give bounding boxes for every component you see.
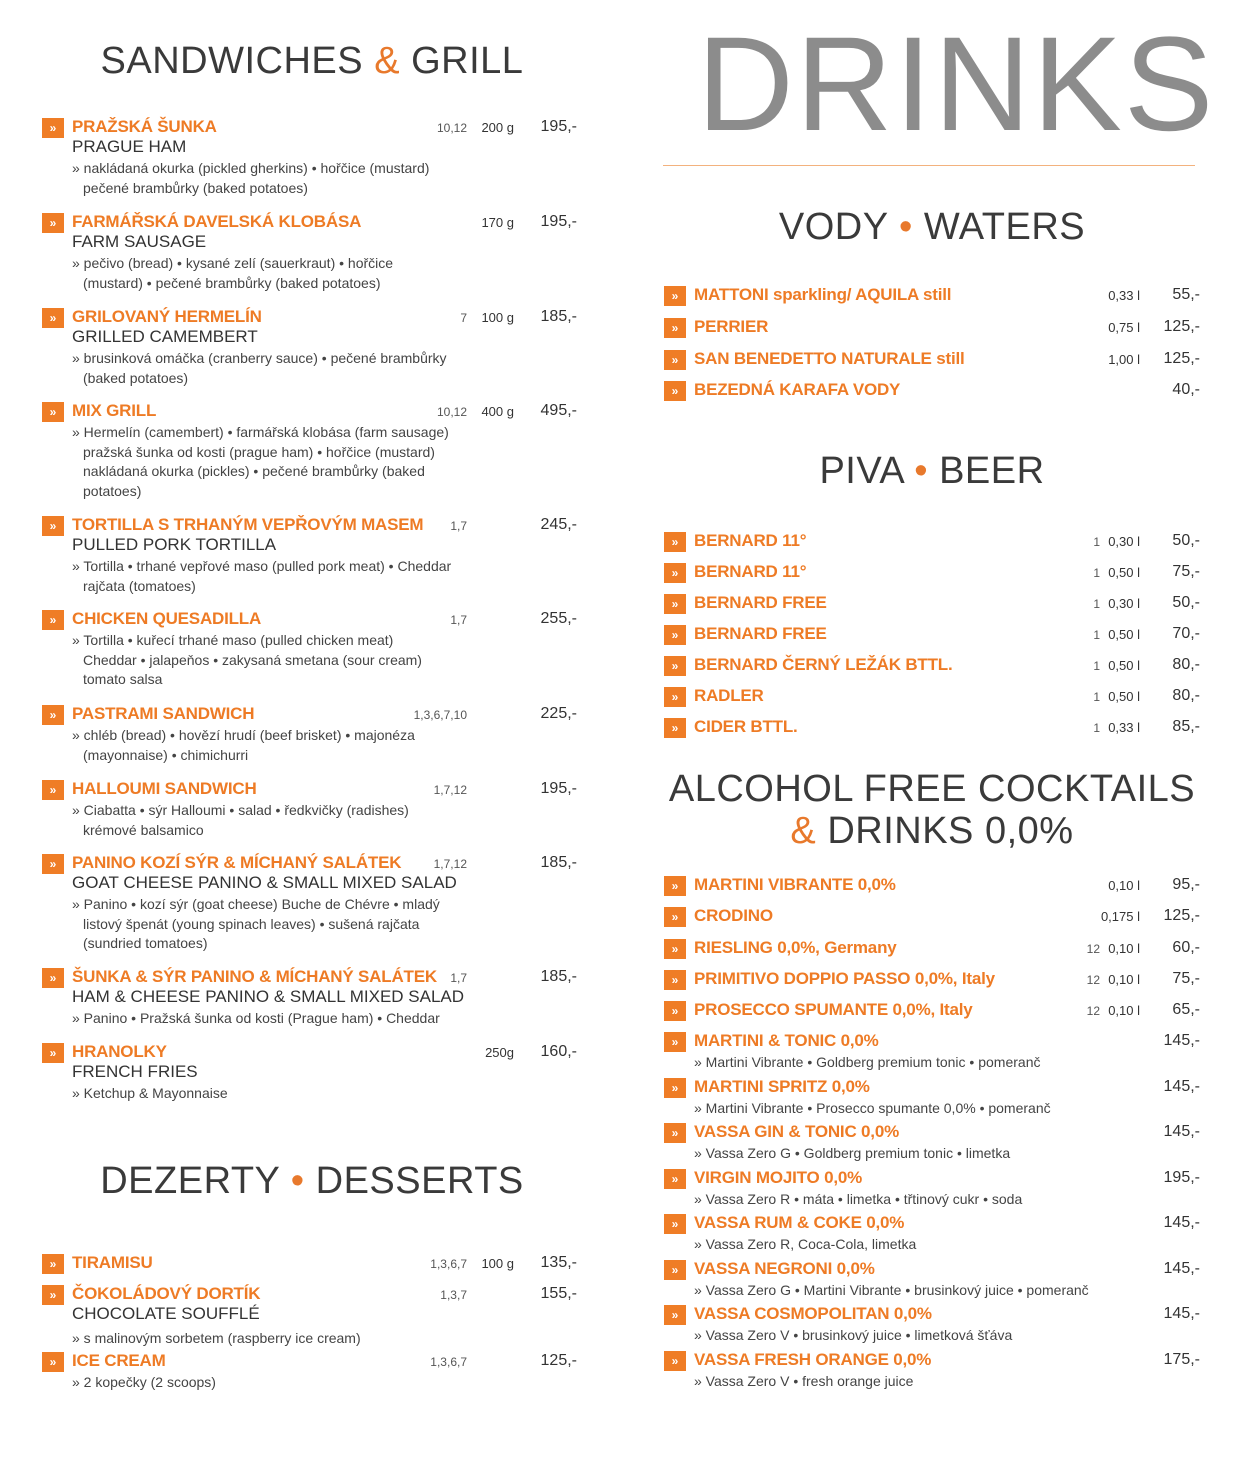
bullet-icon: » — [664, 1351, 686, 1371]
bullet-icon: » — [42, 705, 64, 725]
beer-item-quantity: 0,50 l — [1108, 658, 1140, 673]
sandwich-item-subtitle: PULLED PORK TORTILLA — [72, 535, 277, 554]
beer-item-quantity: 0,30 l — [1108, 596, 1140, 611]
sandwich-item-price: 185,- — [540, 854, 577, 871]
bullet-icon: » — [664, 1078, 686, 1098]
sandwich-item-price: 495,- — [540, 402, 577, 419]
beer-item-allergens: 1 — [1093, 597, 1100, 611]
water-item-price: 55,- — [1172, 286, 1200, 303]
sandwich-item-allergens: 1,7,12 — [433, 783, 467, 797]
bullet-icon: » — [42, 968, 64, 988]
sandwich-item-quantity: 100 g — [481, 310, 514, 325]
bullet-icon: » — [664, 1032, 686, 1052]
bullet-icon: » — [42, 402, 64, 422]
description-line: » Tortilla • trhané vepřové maso (pulled pork meat) • Cheddar — [72, 558, 452, 574]
cocktail-item-quantity: 0,10 l — [1108, 941, 1140, 956]
sandwich-item-subtitle: PRAGUE HAM — [72, 137, 187, 156]
dessert-item-price: 155,- — [540, 1285, 577, 1302]
cocktail-item-name: VASSA GIN & TONIC 0,0% — [694, 1122, 899, 1141]
description-line: potatoes) — [83, 482, 142, 499]
cocktail-item-price: 195,- — [1163, 1169, 1200, 1186]
sandwich-item-description — [72, 726, 467, 765]
description-line: pražská šunka od kosti (prague ham) • hořčice (mustard) — [83, 443, 435, 460]
desserts-title-a: DEZERTY — [100, 1160, 280, 1202]
sandwich-item-name: GRILOVANÝ HERMELÍN — [72, 307, 262, 326]
beer-item-quantity: 0,50 l — [1108, 689, 1140, 704]
beer-item-name: BERNARD FREE — [694, 593, 827, 612]
sandwich-item-subtitle: GOAT CHEESE PANINO & SMALL MIXED SALAD — [72, 873, 457, 892]
dessert-item-subtitle: CHOCOLATE SOUFFLÉ — [72, 1304, 260, 1323]
bullet-icon: » — [664, 563, 686, 583]
cocktail-item-price: 145,- — [1163, 1078, 1200, 1095]
sandwich-item-name: HALLOUMI SANDWICH — [72, 779, 257, 798]
sandwich-item-price: 185,- — [540, 968, 577, 985]
bullet-icon: » — [664, 1260, 686, 1280]
description-line: » chléb (bread) • hovězí hrudí (beef brisket) • majonéza — [72, 727, 415, 743]
sandwich-item-description — [72, 1084, 467, 1104]
beer-item-price: 50,- — [1172, 532, 1200, 549]
dessert-item-price: 125,- — [540, 1352, 577, 1369]
cocktail-item-price: 145,- — [1163, 1305, 1200, 1322]
description-line: » Ketchup & Mayonnaise — [72, 1085, 228, 1101]
sandwich-item-price: 195,- — [540, 213, 577, 230]
cocktail-item-name: MARTINI & TONIC 0,0% — [694, 1031, 879, 1050]
sandwich-item-allergens: 10,12 — [436, 121, 467, 135]
sandwich-item-subtitle: FARM SAUSAGE — [72, 232, 207, 251]
sandwich-item-description — [72, 254, 467, 293]
bullet-icon: » — [664, 939, 686, 959]
bullet-icon: » — [664, 286, 686, 306]
cocktails-title-line2: DRINKS 0,0% — [827, 810, 1074, 852]
beer-item-allergens: 1 — [1093, 566, 1100, 580]
bullet-icon: » — [42, 1254, 64, 1274]
drinks-title: DRINKS — [697, 10, 1216, 159]
dessert-item-quantity: 100 g — [481, 1256, 514, 1271]
cocktail-item-name: VASSA RUM & COKE 0,0% — [694, 1213, 905, 1232]
description-line: listový špenát (young spinach leaves) • sušená rajčata — [83, 915, 420, 932]
cocktails-title-line1: ALCOHOL FREE COCKTAILS — [668, 768, 1196, 810]
water-item-name: BEZEDNÁ KARAFA VODY — [694, 380, 901, 399]
cocktail-item-name: VASSA COSMOPOLITAN 0,0% — [694, 1304, 932, 1323]
bullet-icon: » — [664, 594, 686, 614]
bullet-icon: » — [664, 1123, 686, 1143]
sandwich-item-name: PASTRAMI SANDWICH — [72, 704, 255, 723]
sandwich-item-description — [72, 895, 467, 954]
sandwich-item-description — [72, 557, 467, 596]
description-line: » Hermelín (camembert) • farmářská klobása (farm sausage) — [72, 424, 449, 440]
description-line: rajčata (tomatoes) — [83, 577, 196, 594]
description-line: (mustard) • pečené brambůrky (baked potatoes) — [83, 274, 381, 291]
sandwich-item-subtitle: FRENCH FRIES — [72, 1062, 198, 1081]
bullet-icon: » — [664, 1214, 686, 1234]
beer-item-price: 70,- — [1172, 625, 1200, 642]
cocktail-item-quantity: 0,10 l — [1108, 878, 1140, 893]
desserts-title — [42, 1160, 582, 1203]
cocktail-item-price: 145,- — [1163, 1214, 1200, 1231]
cocktail-item-description: » Vassa Zero V • brusinkový juice • limetková šťáva — [694, 1327, 1013, 1343]
bullet-icon: » — [664, 381, 686, 401]
sandwich-item-subtitle: HAM & CHEESE PANINO & SMALL MIXED SALAD — [72, 987, 465, 1006]
cocktail-item-price: 145,- — [1163, 1032, 1200, 1049]
beer-title-a: PIVA — [819, 450, 904, 492]
beer-item-price: 80,- — [1172, 687, 1200, 704]
dessert-item-name: TIRAMISU — [72, 1253, 153, 1272]
waters-title-dot: • — [898, 206, 913, 248]
sandwiches-title-amp: & — [374, 40, 401, 82]
bullet-icon: » — [664, 907, 686, 927]
bullet-icon: » — [664, 1001, 686, 1021]
cocktail-item-price: 95,- — [1172, 876, 1200, 893]
sandwich-item-subtitle: GRILLED CAMEMBERT — [72, 327, 258, 346]
cocktail-item-price: 60,- — [1172, 939, 1200, 956]
sandwich-item-quantity: 400 g — [481, 404, 514, 419]
cocktail-item-description: » Vassa Zero V • fresh orange juice — [694, 1373, 914, 1389]
cocktail-item-description: » Vassa Zero R • máta • limetka • třtinový cukr • soda — [694, 1191, 1023, 1207]
description-line: » brusinková omáčka (cranberry sauce) • pečené brambůrky — [72, 350, 447, 366]
beer-item-quantity: 0,30 l — [1108, 534, 1140, 549]
bullet-icon: » — [664, 718, 686, 738]
water-item-name: SAN BENEDETTO NATURALE still — [694, 349, 965, 368]
sandwich-item-name: TORTILLA S TRHANÝM VEPŘOVÝM MASEM — [72, 515, 424, 534]
beer-title-dot: • — [914, 450, 928, 492]
water-item-quantity: 0,33 l — [1108, 288, 1140, 303]
beer-item-quantity: 0,33 l — [1108, 720, 1140, 735]
bullet-icon: » — [664, 1305, 686, 1325]
cocktail-item-price: 125,- — [1163, 907, 1200, 924]
bullet-icon: » — [664, 318, 686, 338]
bullet-icon: » — [42, 118, 64, 138]
bullet-icon: » — [42, 516, 64, 536]
cocktail-item-description: » Martini Vibrante • Goldberg premium tonic • pomeranč — [694, 1054, 1041, 1070]
beer-item-quantity: 0,50 l — [1108, 627, 1140, 642]
cocktail-item-description: » Vassa Zero G • Goldberg premium tonic • limetka — [694, 1145, 1011, 1161]
beer-item-name: BERNARD FREE — [694, 624, 827, 643]
beer-item-name: RADLER — [694, 686, 764, 705]
cocktail-item-name: MARTINI SPRITZ 0,0% — [694, 1077, 870, 1096]
cocktail-item-price: 65,- — [1172, 1001, 1200, 1018]
bullet-icon: » — [664, 1169, 686, 1189]
bullet-icon: » — [42, 213, 64, 233]
sandwich-item-name: MIX GRILL — [72, 401, 157, 420]
cocktails-title-amp: & — [790, 810, 817, 852]
bullet-icon: » — [42, 780, 64, 800]
beer-item-allergens: 1 — [1093, 535, 1100, 549]
dessert-item-description — [72, 1329, 467, 1349]
cocktail-item-price: 75,- — [1172, 970, 1200, 987]
cocktail-item-description: » Vassa Zero R, Coca-Cola, limetka — [694, 1236, 917, 1252]
beer-item-price: 75,- — [1172, 563, 1200, 580]
sandwich-item-description — [72, 349, 467, 388]
description-line: » pečivo (bread) • kysané zelí (sauerkraut) • hořčice — [72, 255, 394, 271]
beer-item-allergens: 1 — [1093, 721, 1100, 735]
description-line: » Panino • Pražská šunka od kosti (Prague ham) • Cheddar — [72, 1010, 440, 1026]
cocktail-item-name: PROSECCO SPUMANTE 0,0%, Italy — [694, 1000, 973, 1019]
bullet-icon: » — [42, 1043, 64, 1063]
bullet-icon: » — [664, 970, 686, 990]
description-line: tomato salsa — [83, 671, 163, 687]
bullet-icon: » — [42, 854, 64, 874]
sandwich-item-quantity: 200 g — [481, 120, 514, 135]
water-item-name: MATTONI sparkling/ AQUILA still — [694, 285, 952, 304]
cocktail-item-quantity: 0,175 l — [1100, 909, 1140, 924]
beer-item-price: 85,- — [1172, 718, 1200, 735]
beer-item-quantity: 0,50 l — [1108, 565, 1140, 580]
sandwich-item-name: CHICKEN QUESADILLA — [72, 609, 262, 628]
description-line: Cheddar • jalapeňos • zakysaná smetana (sour cream) — [83, 651, 422, 668]
bullet-icon: » — [664, 625, 686, 645]
beer-item-name: BERNARD 11° — [694, 531, 807, 550]
beer-title — [664, 450, 1200, 493]
cocktail-item-allergens: 12 — [1086, 1004, 1100, 1018]
beer-item-name: BERNARD 11° — [694, 562, 807, 581]
bullet-icon: » — [42, 610, 64, 630]
bullet-icon: » — [664, 350, 686, 370]
sandwich-item-allergens: 1,7,12 — [433, 857, 467, 871]
description-line: krémové balsamico — [83, 821, 204, 838]
sandwich-item-name: ŠUNKA & SÝR PANINO & MÍCHANÝ SALÁTEK — [72, 967, 437, 986]
sandwich-item-description — [72, 801, 467, 840]
description-line: (baked potatoes) — [83, 369, 189, 386]
sandwich-item-description — [72, 159, 467, 198]
cocktail-item-price: 145,- — [1163, 1123, 1200, 1140]
drinks-divider — [663, 165, 1195, 166]
dessert-item-allergens: 1,3,6,7 — [430, 1257, 467, 1271]
sandwich-item-price: 160,- — [540, 1043, 577, 1060]
description-line: » nakládaná okurka (pickled gherkins) • hořčice (mustard) — [72, 160, 430, 176]
water-item-price: 125,- — [1163, 318, 1200, 335]
sandwich-item-name: PANINO KOZÍ SÝR & MÍCHANÝ SALÁTEK — [72, 853, 402, 872]
bullet-icon: » — [42, 1285, 64, 1305]
beer-item-allergens: 1 — [1093, 659, 1100, 673]
cocktail-item-price: 175,- — [1163, 1351, 1200, 1368]
description-line: (sundried tomatoes) — [83, 935, 208, 951]
bullet-icon: » — [42, 1352, 64, 1372]
cocktail-item-description: » Martini Vibrante • Prosecco spumante 0,0% • pomeranč — [694, 1100, 1051, 1116]
cocktails-title — [664, 768, 1200, 852]
bullet-icon: » — [664, 532, 686, 552]
waters-title — [664, 206, 1200, 249]
cocktail-item-name: VIRGIN MOJITO 0,0% — [694, 1168, 863, 1187]
sandwich-item-description — [72, 423, 467, 501]
beer-item-allergens: 1 — [1093, 690, 1100, 704]
sandwich-item-price: 185,- — [540, 308, 577, 325]
sandwich-item-allergens: 7 — [460, 311, 467, 325]
sandwich-item-price: 255,- — [540, 610, 577, 627]
sandwich-item-price: 245,- — [540, 516, 577, 533]
dessert-item-price: 135,- — [540, 1254, 577, 1271]
sandwich-item-allergens: 1,7 — [450, 971, 467, 985]
sandwich-item-quantity: 250g — [485, 1045, 514, 1060]
sandwich-item-allergens: 1,7 — [450, 613, 467, 627]
description-line: » Panino • kozí sýr (goat cheese) Buche de Chévre • mladý — [72, 896, 440, 912]
beer-item-name: CIDER BTTL. — [694, 717, 798, 736]
dessert-item-allergens: 1,3,6,7 — [430, 1355, 467, 1369]
description-line: » Ciabatta • sýr Halloumi • salad • ředkvičky (radishes) — [72, 802, 409, 818]
water-item-quantity: 1,00 l — [1108, 352, 1140, 367]
waters-title-a: VODY — [778, 206, 888, 248]
cocktail-item-allergens: 12 — [1086, 973, 1100, 987]
waters-title-b: WATERS — [923, 206, 1086, 248]
cocktail-item-allergens: 12 — [1086, 942, 1100, 956]
sandwich-item-price: 195,- — [540, 780, 577, 797]
sandwich-item-quantity: 170 g — [481, 215, 514, 230]
cocktail-item-quantity: 0,10 l — [1108, 1003, 1140, 1018]
sandwich-item-price: 225,- — [540, 705, 577, 722]
beer-item-allergens: 1 — [1093, 628, 1100, 642]
bullet-icon: » — [42, 308, 64, 328]
water-item-price: 125,- — [1163, 350, 1200, 367]
cocktail-item-name: RIESLING 0,0%, Germany — [694, 938, 897, 957]
dessert-item-name: ICE CREAM — [72, 1351, 166, 1370]
water-item-price: 40,- — [1172, 381, 1200, 398]
cocktail-item-description: » Vassa Zero G • Martini Vibrante • brusinkový juice • pomeranč — [694, 1282, 1089, 1298]
cocktail-item-name: VASSA NEGRONI 0,0% — [694, 1259, 875, 1278]
bullet-icon: » — [664, 656, 686, 676]
dessert-item-description — [72, 1373, 467, 1393]
cocktail-item-name: PRIMITIVO DOPPIO PASSO 0,0%, Italy — [694, 969, 995, 988]
bullet-icon: » — [664, 876, 686, 896]
dessert-item-allergens: 1,3,7 — [440, 1288, 467, 1302]
description-line: » 2 kopečky (2 scoops) — [72, 1374, 216, 1390]
beer-item-price: 80,- — [1172, 656, 1200, 673]
sandwich-item-allergens: 1,3,6,7,10 — [413, 708, 467, 722]
cocktail-item-quantity: 0,10 l — [1108, 972, 1140, 987]
cocktail-item-price: 145,- — [1163, 1260, 1200, 1277]
dessert-item-name: ČOKOLÁDOVÝ DORTÍK — [72, 1284, 261, 1303]
sandwich-item-name: FARMÁŘSKÁ DAVELSKÁ KLOBÁSA — [72, 212, 362, 231]
cocktail-item-name: MARTINI VIBRANTE 0,0% — [694, 875, 896, 894]
sandwiches-title — [42, 40, 582, 83]
description-line: pečené brambůrky (baked potatoes) — [83, 179, 308, 196]
cocktail-item-name: VASSA FRESH ORANGE 0,0% — [694, 1350, 932, 1369]
sandwich-item-price: 195,- — [540, 118, 577, 135]
description-line: » Tortilla • kuřecí trhané maso (pulled chicken meat) — [72, 632, 394, 648]
sandwiches-title-a: SANDWICHES — [100, 40, 364, 82]
water-item-quantity: 0,75 l — [1108, 320, 1140, 335]
desserts-title-b: DESSERTS — [315, 1160, 524, 1202]
description-line: » s malinovým sorbetem (raspberry ice cream) — [72, 1330, 361, 1346]
beer-item-price: 50,- — [1172, 594, 1200, 611]
cocktails-title-line2-wrap — [664, 810, 1200, 852]
beer-title-b: BEER — [939, 450, 1045, 492]
sandwich-item-allergens: 10,12 — [436, 405, 467, 419]
sandwiches-title-b: GRILL — [411, 40, 524, 82]
cocktail-item-name: CRODINO — [694, 906, 773, 925]
desserts-title-dot: • — [290, 1160, 305, 1202]
water-item-name: PERRIER — [694, 317, 769, 336]
beer-item-name: BERNARD ČERNÝ LEŽÁK BTTL. — [694, 655, 953, 674]
sandwich-item-allergens: 1,7 — [450, 519, 467, 533]
sandwich-item-name: HRANOLKY — [72, 1042, 167, 1061]
sandwich-item-description — [72, 631, 467, 690]
sandwich-item-description — [72, 1009, 467, 1029]
description-line: nakládaná okurka (pickles) • pečené brambůrky (baked — [83, 463, 425, 479]
sandwich-item-name: PRAŽSKÁ ŠUNKA — [72, 117, 217, 136]
bullet-icon: » — [664, 687, 686, 707]
description-line: (mayonnaise) • chimichurri — [83, 746, 249, 763]
